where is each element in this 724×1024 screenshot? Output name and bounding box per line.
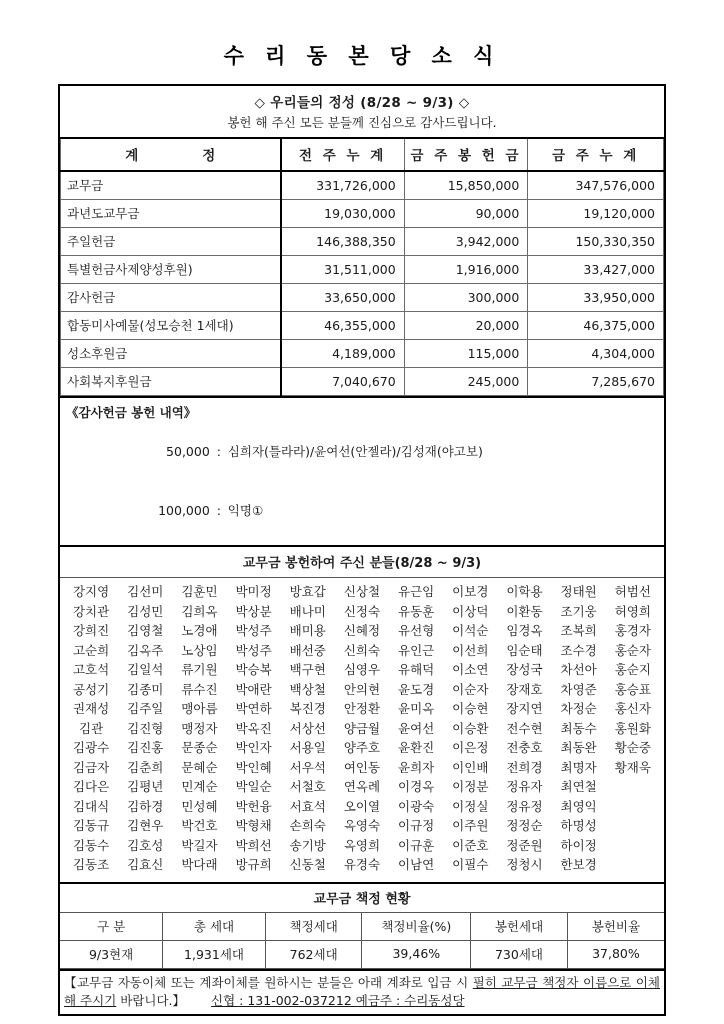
donor-names-row [64,720,660,740]
page-title: 수 리 동 본 당 소 식 [223,44,501,68]
donor-name: 홍순자 [614,642,651,658]
offering-row-prev: 31,511,000 [281,256,405,284]
assessment-status-section [60,882,664,969]
donor-name [606,778,660,798]
offering-row-label: 사회복지후원금 [61,368,281,396]
donor-name: 심영우 [343,662,381,678]
donor-names-row [64,681,660,701]
table-row [61,340,664,368]
donor-name: 강지영 [72,584,110,600]
donor-name: 이남연 [398,857,435,873]
offering-banner-title: ◇ 우리들의 정성 (8/28 ~ 9/3) ◇ [254,95,470,111]
donor-names-grid [60,578,664,882]
donor-name: 김춘희 [127,759,164,775]
offering-row-prev: 7,040,670 [281,368,405,396]
donor-name: 이준호 [452,837,489,853]
bulletin-content-box [58,84,666,1016]
donor-name: 정청시 [506,857,543,873]
status-header-cell: 책정비율(%) [362,913,471,941]
donor-name: 박일순 [235,779,272,795]
offering-row-total: 4,304,000 [528,340,664,368]
donor-name: 윤미옥 [398,701,435,717]
donor-name: 정태원 [560,584,597,600]
donor-name: 노상임 [181,642,218,658]
list-item [60,423,664,481]
donor-name [606,837,660,857]
donor-name: 장지연 [506,701,543,717]
donor-name: 신혜정 [343,623,381,639]
donor-name: 이정실 [452,798,489,814]
donor-name: 양금월 [343,720,381,736]
offering-row-prev: 19,030,000 [281,200,405,228]
donor-name: 안정환 [343,701,381,717]
donor-name: 김금자 [72,759,110,775]
offering-row-week: 115,000 [404,340,528,368]
donor-name: 방효갑 [289,584,326,600]
donor-name: 황순중 [614,740,651,756]
offering-row-week: 3,942,000 [404,228,528,256]
donor-name: 서효석 [289,798,326,814]
donor-name: 신동철 [289,857,326,873]
offering-row-label: 특별헌금사제양성후원) [61,256,281,284]
donor-name: 김영철 [127,623,164,639]
donor-name: 김효신 [127,857,164,873]
donor-name: 이소연 [452,662,489,678]
thanks-amount: 50,000 [166,444,210,460]
donor-name: 류기원 [181,662,218,678]
donor-name: 윤도경 [398,681,435,697]
donor-name: 김성민 [127,603,164,619]
column-header-account-left: 계 [125,148,139,164]
donor-name: 김동수 [72,837,110,853]
footer-notice-emphasis: 필히 교무금 책정자 이름으로 이체해 주시기 [64,974,660,1008]
donor-name: 홍순지 [614,662,651,678]
thanks-names: 익명① [227,502,264,518]
donor-name: 이보경 [452,584,489,600]
donor-name: 배선중 [289,642,326,658]
donor-name: 양주호 [343,740,381,756]
donor-name: 전수현 [506,720,543,736]
donor-name: 이선희 [452,642,489,658]
footer-notice-part1: 【교무금 자동이체 또는 계좌이체를 원하시는 분들은 아래 계좌로 입금 시 [64,974,473,990]
table-row [61,368,664,396]
footer-notice [60,969,664,1014]
donor-name: 유경숙 [343,857,381,873]
donor-name: 임순태 [506,642,543,658]
donor-name: 박미정 [235,584,272,600]
offering-row-prev: 331,726,000 [281,171,405,200]
donor-name: 허영희 [614,603,651,619]
donor-name: 김주일 [127,701,164,717]
status-value-cell: 39,46% [362,940,471,968]
status-header-cell: 봉헌세대 [471,913,568,941]
donor-name: 류수진 [181,681,218,697]
donor-name: 김진형 [127,720,164,736]
donor-name: 조기웅 [560,603,597,619]
donor-name: 장재호 [506,681,543,697]
donor-names-row [64,583,660,603]
donor-name: 이승환 [452,720,489,736]
offering-row-label: 교무금 [61,171,281,200]
donor-name: 고순희 [72,642,110,658]
donor-name: 정유정 [506,798,543,814]
thanks-separator: : [216,502,221,518]
thanks-offering-title: 《감사헌금 봉헌 내역》 [66,405,197,420]
donor-name: 이학용 [506,584,543,600]
offering-header-row [61,138,664,171]
donor-name: 방규희 [235,857,272,873]
table-row [61,200,664,228]
status-value-cell: 1,931세대 [163,940,266,968]
donor-name: 이승현 [452,701,489,717]
donor-names-row [64,856,660,876]
donor-name: 김대식 [72,798,110,814]
offering-row-prev: 4,189,000 [281,340,405,368]
offering-row-total: 46,375,000 [528,312,664,340]
donor-name: 강치관 [72,603,110,619]
donor-name: 김선미 [127,584,164,600]
donor-name: 김일석 [127,662,164,678]
offering-row-prev: 46,355,000 [281,312,405,340]
donor-name: 박건호 [181,818,218,834]
donor-name: 김옥주 [127,642,164,658]
donor-name: 고호석 [72,662,110,678]
donor-name: 김현우 [127,818,164,834]
offering-banner [61,86,664,138]
donor-name: 허범선 [614,584,651,600]
offering-row-prev: 33,650,000 [281,284,405,312]
donor-name: 오이열 [343,798,381,814]
donor-name: 박희선 [235,837,272,853]
offering-banner-subtitle: 봉헌 해 주신 모든 분들께 진심으로 감사드립니다. [227,115,497,130]
thanks-offering-section [60,396,664,545]
donor-name: 이석순 [452,623,489,639]
donor-name: 조복희 [560,623,597,639]
donor-name: 윤희자 [398,759,435,775]
offering-row-total: 33,427,000 [528,256,664,284]
table-row [61,284,664,312]
status-value-cell: 730세대 [471,940,568,968]
donor-name: 임경옥 [506,623,543,639]
donor-name: 황재욱 [614,759,651,775]
offering-row-total: 150,330,350 [528,228,664,256]
donor-names-row [64,759,660,779]
donor-name: 정준원 [506,837,543,853]
donor-name: 정유자 [506,779,543,795]
donor-name: 박연하 [235,701,272,717]
donor-name: 전희경 [506,759,543,775]
donor-name: 이인배 [452,759,489,775]
donor-name: 여인동 [343,759,381,775]
donor-name: 박다래 [181,857,218,873]
donor-name: 서상선 [289,720,326,736]
donor-name: 하명성 [560,818,597,834]
donor-name: 신상철 [343,584,381,600]
donor-name: 송기방 [289,837,326,853]
donor-name: 최명자 [560,759,597,775]
donor-name [606,817,660,837]
donor-name: 김다은 [72,779,110,795]
offering-row-week: 1,916,000 [404,256,528,284]
offering-row-week: 90,000 [404,200,528,228]
donor-name: 박성주 [235,623,272,639]
donor-name: 서용일 [289,740,326,756]
status-value-cell: 762세대 [265,940,362,968]
donor-name: 맹정자 [181,720,218,736]
donor-name: 차영준 [560,681,597,697]
donor-name: 연옥례 [343,779,381,795]
column-header-this-week: 금 주 봉 헌 금 [404,138,528,171]
donor-name: 최영익 [560,798,597,814]
offering-row-total: 33,950,000 [528,284,664,312]
donor-name: 정정순 [506,818,543,834]
donor-name: 신정숙 [343,603,381,619]
donor-names-row [64,661,660,681]
donor-name: 유인근 [398,642,435,658]
donor-name: 박길자 [181,837,218,853]
donor-name: 박상분 [235,603,272,619]
donor-name: 박애란 [235,681,272,697]
donor-name: 서우석 [289,759,326,775]
donor-name: 유선형 [398,623,435,639]
donor-name: 최동완 [560,740,597,756]
status-header-row [60,913,664,941]
donor-names-table [64,583,660,876]
donor-name: 이경옥 [398,779,435,795]
status-value-cell: 37,80% [567,940,664,968]
donor-names-row [64,778,660,798]
footer-bank-account: 신협 : 131-002-037212 예금주 : 수리동성당 [211,992,465,1008]
donor-names-row [64,798,660,818]
donor-name: 이순자 [452,681,489,697]
donor-name: 김광수 [72,740,110,756]
donor-name: 조수경 [560,642,597,658]
donor-name: 이환동 [506,603,543,619]
thanks-separator: : [216,444,221,460]
donor-name: 복진경 [289,701,326,717]
offering-row-total: 7,285,670 [528,368,664,396]
donor-name: 김진홍 [127,740,164,756]
donor-name: 하이정 [560,837,597,853]
donor-name: 안의현 [343,681,381,697]
donor-name: 박형채 [235,818,272,834]
thanks-amount: 100,000 [158,502,210,518]
donor-name: 홍원화 [614,720,651,736]
donor-name: 옥영숙 [343,818,381,834]
column-header-account-right: 정 [202,148,216,164]
donor-name: 김희옥 [181,603,218,619]
donor-name: 권재성 [72,701,110,717]
offering-row-week: 245,000 [404,368,528,396]
table-row [61,256,664,284]
donor-name: 김호성 [127,837,164,853]
donor-name: 전충호 [506,740,543,756]
offering-row-total: 347,576,000 [528,171,664,200]
donor-name: 홍경자 [614,623,651,639]
donor-name: 차선아 [560,662,597,678]
offering-row-label: 감사헌금 [61,284,281,312]
donor-name: 유근임 [398,584,435,600]
donor-names-row [64,817,660,837]
offering-row-week: 20,000 [404,312,528,340]
list-item [60,481,664,539]
donor-name: 김관 [79,720,104,736]
offering-row-label: 주일헌금 [61,228,281,256]
status-header-cell: 총 세대 [163,913,266,941]
table-row [61,228,664,256]
donor-name: 이주원 [452,818,489,834]
donor-name: 최동수 [560,720,597,736]
donor-name: 민성혜 [181,798,218,814]
status-header-cell: 봉헌비율 [567,913,664,941]
donor-name: 문종순 [181,740,218,756]
donor-name: 백구현 [289,662,326,678]
donor-name: 김종미 [127,681,164,697]
donor-name: 김평년 [127,779,164,795]
donor-name: 박성주 [235,642,272,658]
column-header-account [61,138,281,171]
donor-name: 공성기 [72,681,110,697]
donor-name: 박헌융 [235,798,272,814]
donor-name [606,856,660,876]
assessment-status-table [60,913,664,969]
donor-names-row [64,700,660,720]
donor-name: 이정분 [452,779,489,795]
offering-row-total: 19,120,000 [528,200,664,228]
donor-name: 강희진 [72,623,110,639]
donor-name: 맹아름 [181,701,218,717]
donor-name: 서철호 [289,779,326,795]
assessment-status-title: 교무금 책정 현황 [60,884,664,913]
status-header-cell: 책정세대 [265,913,362,941]
column-header-this-total: 금 주 누 계 [528,138,664,171]
donor-name: 홍승표 [614,681,651,697]
donor-name: 문혜순 [181,759,218,775]
donor-name: 배미용 [289,623,326,639]
footer-notice-part3: 바랍니다.】 [116,992,186,1008]
offering-row-week: 15,850,000 [404,171,528,200]
donor-name: 이규훈 [398,837,435,853]
donor-names-row [64,837,660,857]
donor-name: 장성국 [506,662,543,678]
table-row [61,312,664,340]
donor-name: 유해덕 [398,662,435,678]
donor-name: 차정순 [560,701,597,717]
donor-names-row [64,603,660,623]
column-header-prev-total: 전 주 누 계 [281,138,405,171]
donor-list-title: 교무금 봉헌하여 주신 분들(8/28 ~ 9/3) [60,545,664,578]
offering-row-week: 300,000 [404,284,528,312]
offering-row-label: 성소후원금 [61,340,281,368]
thanks-names: 심희자(틀라라)/윤여선(안젤라)/김성재(야고보) [227,444,483,460]
donor-name: 박인자 [235,740,272,756]
donor-name: 민계순 [181,779,218,795]
donor-name: 유동훈 [398,603,435,619]
donor-names-row [64,642,660,662]
donor-name: 옥영희 [343,837,381,853]
donor-name: 한보경 [560,857,597,873]
donor-name: 최연철 [560,779,597,795]
donor-name: 박인혜 [235,759,272,775]
donor-name: 윤환진 [398,740,435,756]
donor-name: 김하경 [127,798,164,814]
offering-row-prev: 146,388,350 [281,228,405,256]
donor-name: 노경애 [181,623,218,639]
donor-name [606,798,660,818]
offering-summary-table [60,86,664,396]
status-header-cell: 구 분 [60,913,163,941]
table-row [61,171,664,200]
donor-name: 김훈민 [181,584,218,600]
donor-name: 김동조 [72,857,110,873]
donor-name: 백상철 [289,681,326,697]
donor-name: 이필수 [452,857,489,873]
offering-banner-row [61,86,664,138]
status-value-cell: 9/3현재 [60,940,163,968]
offering-row-label: 과년도교무금 [61,200,281,228]
status-value-row [60,940,664,968]
donor-name: 이광숙 [398,798,435,814]
offering-row-label: 합동미사예물(성모승천 1세대) [61,312,281,340]
donor-name: 윤여선 [398,720,435,736]
donor-names-row [64,739,660,759]
donor-names-row [64,622,660,642]
donor-name: 박승복 [235,662,272,678]
donor-name: 신희숙 [343,642,381,658]
donor-name: 김동규 [72,818,110,834]
donor-name: 이은정 [452,740,489,756]
donor-name: 배나미 [289,603,326,619]
donor-name: 홍신자 [614,701,651,717]
donor-name: 손희숙 [289,818,326,834]
donor-name: 이규정 [398,818,435,834]
donor-name: 이상덕 [452,603,489,619]
donor-name: 박옥진 [235,720,272,736]
